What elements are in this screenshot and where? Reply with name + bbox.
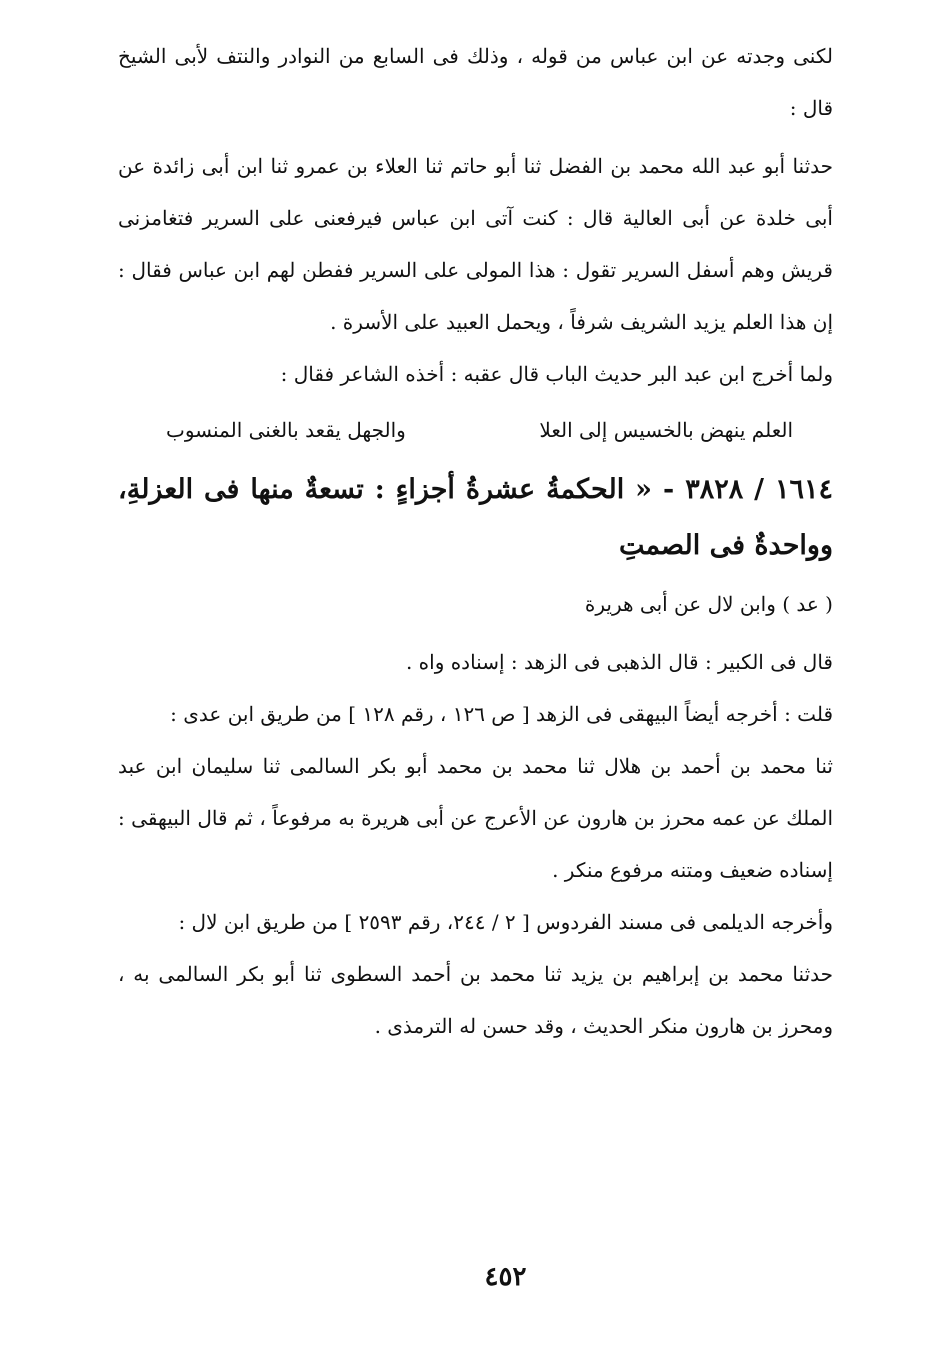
paragraph-source: ( عد ) وابن لال عن أبى هريرة [584, 592, 833, 616]
paragraph-intro: لكنى وجدته عن ابن عباس من قوله ، وذلك فى السابع من النوادر والنتف لأبى الشيخ قال : [118, 44, 833, 120]
page-number: ٤٥٢ [484, 1262, 527, 1292]
paragraph-bayhaqi: قلت : أخرجه أيضاً البيهقى فى الزهد [ ص ١٢٦ ، رقم ١٢٨ ] من طريق ابن عدى : [170, 702, 833, 726]
paragraph-ibn-abd-al-barr: ولما أخرج ابن عبد البر حديث الباب قال عقبه : أخذه الشاعر فقال : [280, 362, 833, 386]
poetry-verse [118, 404, 833, 456]
page-body [118, 30, 833, 1052]
paragraph-daylami: وأخرجه الديلمى فى مسند الفردوس [ ٢ / ٢٤٤، رقم ٢٥٩٣ ] من طريق ابن لال : [178, 910, 833, 934]
verse-second-hemistich: والجهل يقعد بالغنى المنسوب [166, 418, 406, 442]
paragraph-kabir: قال فى الكبير : قال الذهبى فى الزهد : إسناده واه . [405, 650, 833, 674]
paragraph-isnad-1: حدثنا أبو عبد الله محمد بن الفضل ثنا أبو حاتم ثنا العلاء بن عمرو ثنا ابن أبى زائدة عن أبى خلدة عن أبى العالية قال : كنت آتى ابن عباس فيرفعنى على السرير فتغامزنى قريش وهم أسفل السرير تقول : هذا المولى على السرير ففطن لهم ابن عباس فقال : إن هذا العلم يزيد الشريف شرفاً ، ويحمل العبيد على الأسرة . [118, 154, 833, 334]
verse-first-hemistich: العلم ينهض بالخسيس إلى العلا [539, 418, 793, 442]
paragraph-isnad-3: حدثنا محمد بن إبراهيم بن يزيد ثنا محمد بن أحمد السطوى ثنا أبو بكر السالمى به ، ومحرز بن هارون منكر الحديث ، وقد حسن له الترمذى . [118, 962, 833, 1038]
paragraph-isnad-2: ثنا محمد بن أحمد بن هلال ثنا محمد بن محمد أبو بكر السالمى ثنا سليمان ابن عبد الملك عن عمه محرز بن هارون عن الأعرج عن أبى هريرة به مرفوعاً ، ثم قال البيهقى : إسناده ضعيف ومتنه مرفوع منكر . [118, 754, 833, 882]
hadith-text: ١٦١٤ / ٣٨٢٨ - « الحكمةُ عشرةُ أجزاءٍ : تسعةٌ منها فى العزلةِ، وواحدةٌ فى الصمتِ [118, 474, 833, 561]
